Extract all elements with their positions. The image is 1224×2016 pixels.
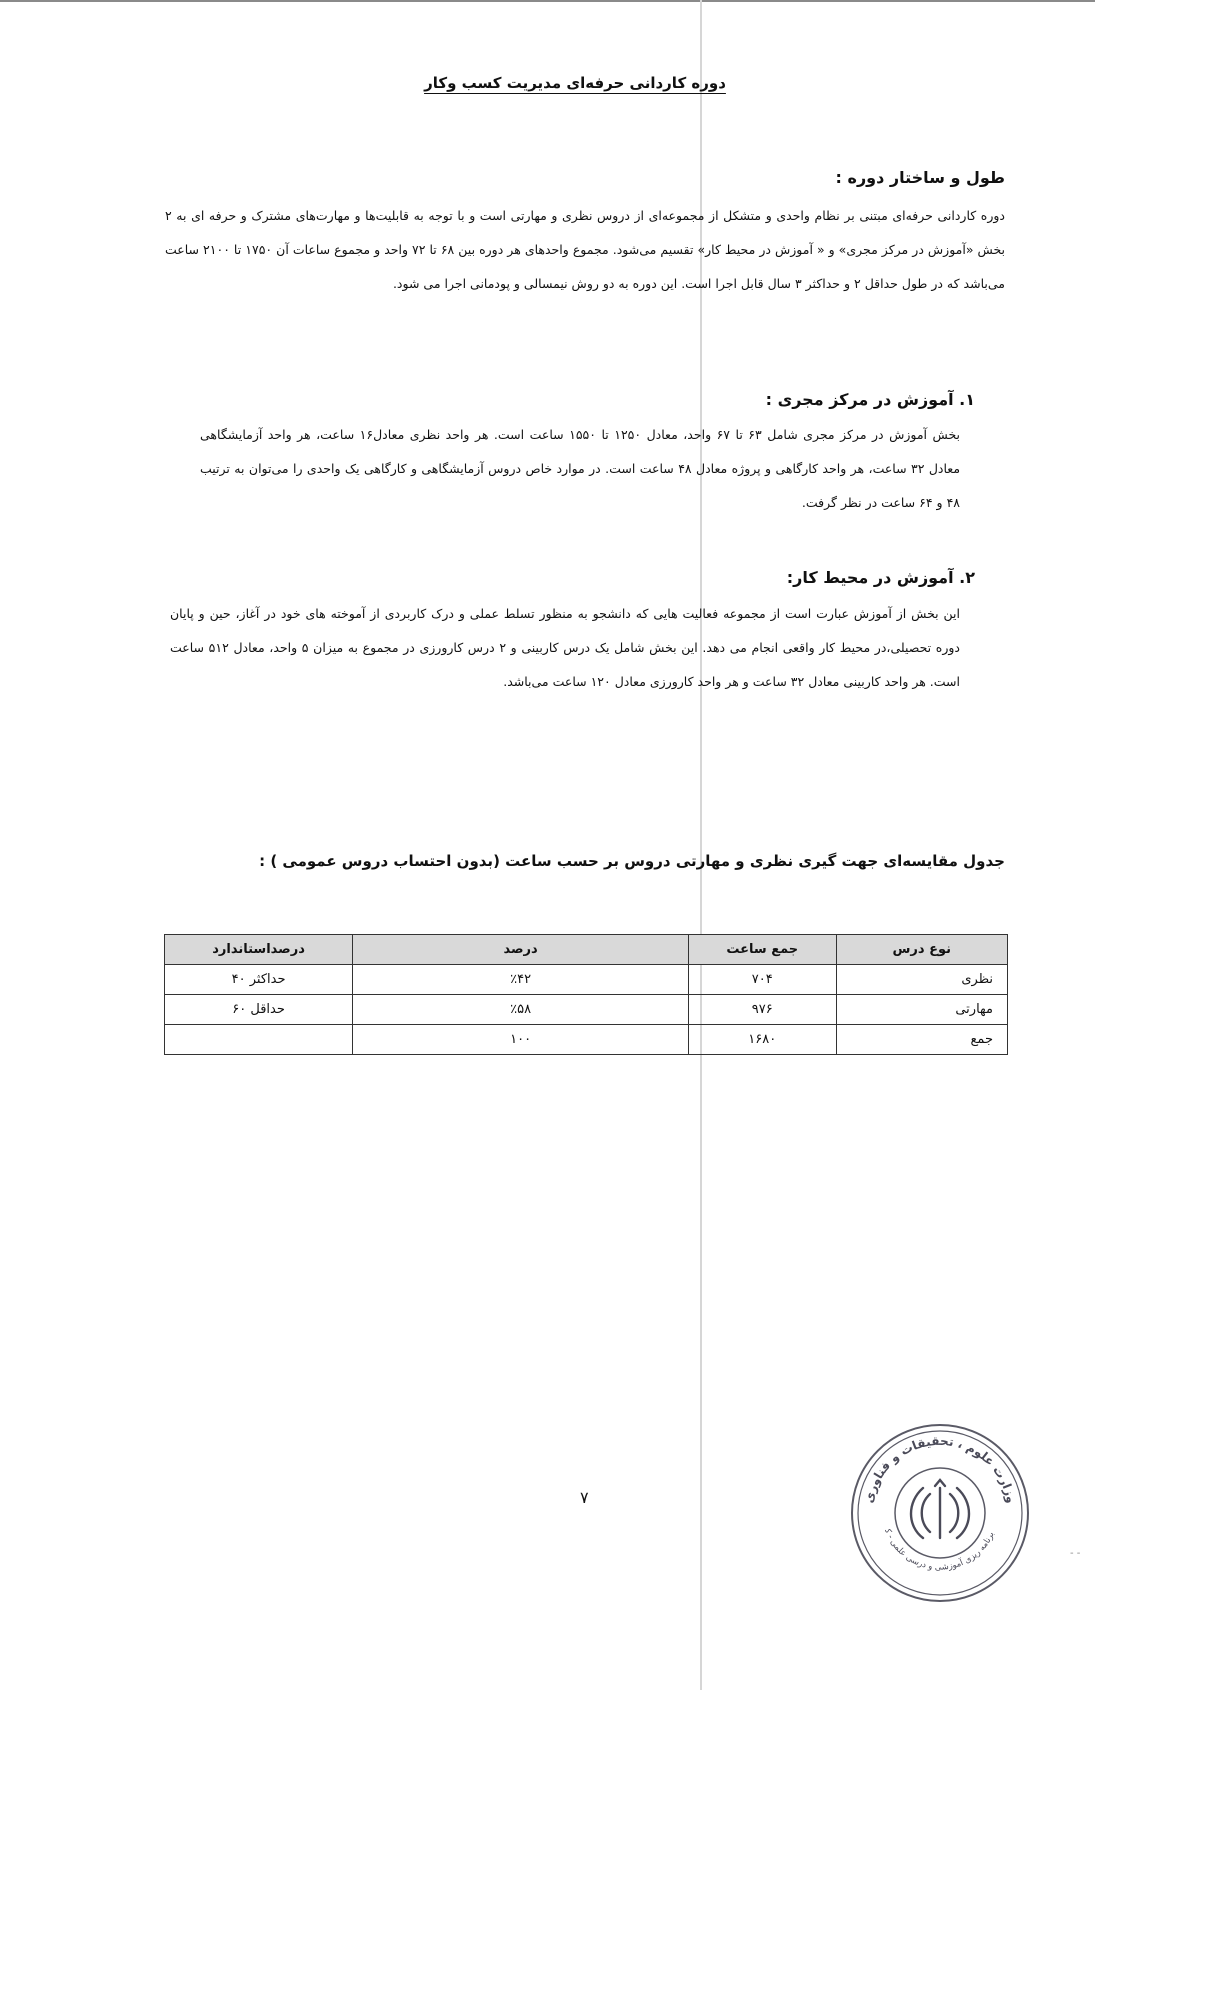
cell-total-hours: ۹۷۶ [689, 995, 836, 1025]
cell-course-type: جمع [836, 1025, 1008, 1055]
cell-standard-percent: حداکثر ۴۰ [165, 965, 353, 995]
cell-total-hours: ۱۶۸۰ [689, 1025, 836, 1055]
edge-mark: - - [1070, 1548, 1081, 1559]
cell-standard-percent: حداقل ۶۰ [165, 995, 353, 1025]
page-number: ۷ [580, 1488, 589, 1507]
comparison-table [164, 934, 1008, 1055]
table-row [165, 995, 1008, 1025]
seal-text-top: وزارت علوم ، تحقیقات و فناوری [861, 1433, 1019, 1505]
cell-course-type: مهارتی [836, 995, 1008, 1025]
section-heading-text: آموزش در مرکز مجری : [765, 390, 954, 409]
section-heading-text: آموزش در محیط کار: [786, 568, 954, 587]
header-total-hours: جمع ساعت [689, 935, 836, 965]
section-paragraph-center-training: بخش آموزش در مرکز مجری شامل ۶۳ تا ۶۷ واحد، معادل ۱۲۵۰ تا ۱۵۵۰ ساعت است. هر واحد نظری معادل۱۶ ساعت، هر واحد آزمایشگاهی معادل ۳۲ ساعت، هر واحد کارگاهی و پروژه معادل ۴۸ ساعت است. در موارد خاص دروس آزمایشگاهی و کارگاهی یک واحدی را می‌توان به ترتیب ۴۸ و ۶۴ ساعت در نظر گرفت. [200, 427, 961, 510]
section-heading-center-training [600, 390, 975, 409]
cell-total-hours: ۷۰۴ [689, 965, 836, 995]
section-paragraph-structure: دوره کاردانی حرفه‌ای مبتنی بر نظام واحدی و متشکل از مجموعه‌ای از دروس نظری و مهارتی است و با توجه به قابلیت‌ها و مهارت‌های مشترک و حرفه ای به ۲ بخش «آموزش در مرکز مجری» و « آموزش در محیط کار» تقسیم می‌شود. مجموع واحدهای هر دوره بین ۶۸ تا ۷۲ واحد و مجموع ساعات آن ۱۷۵۰ تا ۲۱۰۰ ساعت می‌باشد که در طول حداقل ۲ و حداکثر ۳ سال قابل اجرا است. این دوره به دو روش نیمسالی و پودمانی اجرا می شود. [165, 208, 1005, 291]
ministry-seal [845, 1418, 1035, 1608]
seal-text-bottom: برنامه ریزی آموزشی و درسی علمی - ک [882, 1527, 997, 1573]
header-percent: درصد [353, 935, 689, 965]
cell-percent: ۱۰۰ [353, 1025, 689, 1055]
section-number: ۲. [959, 568, 975, 587]
section-heading-structure: طول و ساختار دوره : [835, 168, 1005, 187]
cell-percent: ٪۴۲ [353, 965, 689, 995]
cell-percent: ٪۵۸ [353, 995, 689, 1025]
page-top-edge [0, 0, 1095, 2]
section-paragraph-workplace-training: این بخش از آموزش عبارت است از مجموعه فعالیت هایی که دانشجو به منظور تسلط عملی و درک کاربردی از آموخته های خود در آغاز، حین و پایان دوره تحصیلی،در محیط کار واقعی انجام می دهد. این بخش شامل یک درس کاربینی و ۲ درس کارورزی در مجموع به میزان ۵ واحد، معادل ۵۱۲ ساعت است. هر واحد کاربینی معادل ۳۲ ساعت و هر واحد کارورزی معادل ۱۲۰ ساعت می‌باشد. [170, 606, 960, 689]
table-header-row [165, 935, 1008, 965]
section-number: ۱. [959, 390, 975, 409]
cell-course-type: نظری [836, 965, 1008, 995]
cell-standard-percent [165, 1025, 353, 1055]
emblem-icon [911, 1480, 969, 1538]
table-row [165, 1025, 1008, 1055]
header-course-type: نوع درس [836, 935, 1008, 965]
section-heading-workplace-training [600, 568, 975, 587]
document-title: دوره کاردانی حرفه‌ای مدیریت کسب وکار [424, 74, 726, 92]
table-row [165, 965, 1008, 995]
table-caption: جدول مقایسه‌ای جهت گیری نظری و مهارتی دروس بر حسب ساعت (بدون احتساب دروس عمومی ) : [259, 852, 1005, 870]
header-standard-percent: درصداستاندارد [165, 935, 353, 965]
seal-graphic [845, 1418, 1035, 1608]
